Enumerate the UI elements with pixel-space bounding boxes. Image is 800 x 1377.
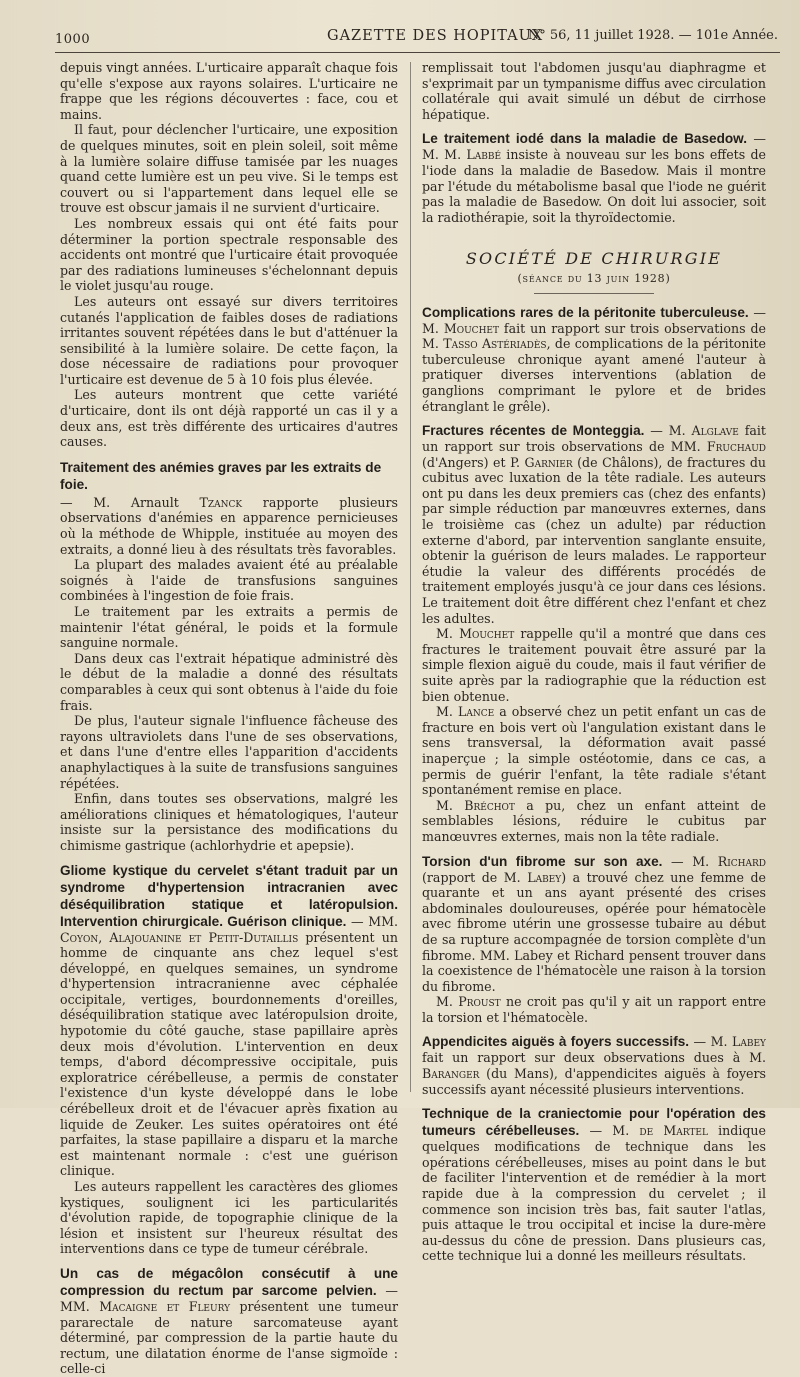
paragraph: Il faut, pour déclencher l'urticaire, une exposition de quelques minutes, soit en plein soleil, soit même à la lumière solaire diffuse tamisée par les nuages quand cette lumière est un peu vive. Si le temps est couvert ou si l'appartement dans lequel elle se trouve est obscur jamais il ne survient d'urticaire. [60, 122, 398, 216]
author-names: Macaigne et Fleury [99, 1298, 231, 1314]
column-divider [410, 62, 411, 1092]
text: fait un rapport sur deux observations dues à M. [422, 1050, 766, 1066]
text: ne croit pas qu'il y ait un rapport entre la torsion et l'hématocèle. [422, 994, 766, 1025]
text: (du Mans), d'appendicites aiguës à foyers successifs ayant nécessité plusieurs interventions. [422, 1066, 766, 1097]
section-title-peritonite: Complications rares de la péritonite tuberculeuse. [422, 304, 749, 320]
paragraph: La plupart des malades avaient été au préalable soignés à l'aide de transfusions sanguines combinées à l'ingestion de foie frais. [60, 557, 398, 604]
section-title-monteggia: Fractures récentes de Monteggia. [422, 423, 645, 439]
left-column [60, 60, 398, 1377]
text: présentent une tumeur pararectale de nature sarcomateuse ayant déterminé, par compression de la partie haute du rectum, une dilatation énorme de l'anse sigmoïde : celle-ci [60, 1298, 398, 1377]
paragraph [60, 1265, 398, 1377]
text: — M. [422, 304, 766, 336]
author-name: Garnier [524, 454, 573, 470]
text: — M. M. [422, 131, 766, 163]
author-name: Alglave [691, 423, 739, 439]
section-title-anemies: Traitement des anémies graves par les extraits de foie. [60, 459, 382, 492]
paragraph: De plus, l'auteur signale l'influence fâcheuse des rayons ultraviolets dans l'une de ses observations, et dans l'une d'entre elles l'apparition d'accidents anaphylactiques à la suite de transfusions sanguines répétées. [60, 713, 398, 791]
section-rule [534, 293, 654, 294]
text: (rapport de M. [422, 869, 528, 885]
author-name: Labbé [466, 147, 502, 163]
paragraph [422, 422, 766, 626]
text: fait un rapport sur trois observations de MM. [422, 423, 766, 455]
text: — M. [579, 1123, 640, 1139]
section-title-fibrome: Torsion d'un fibrome sur son axe. [422, 853, 663, 869]
publication-title: GAZETTE DES HOPITAUX [327, 28, 544, 44]
text: — MM. [346, 913, 398, 929]
text: M. [436, 704, 458, 720]
paragraph [422, 130, 766, 225]
author-name: Baranger [422, 1066, 480, 1082]
society-heading: SOCIÉTÉ DE CHIRURGIE [465, 249, 723, 269]
section-title-appendicites: Appendicites aiguës à foyers successifs. [422, 1034, 690, 1050]
text: (d'Angers) et P. [422, 454, 525, 470]
issue-info: N° 56, 11 juillet 1928. — 101e Année. [527, 28, 778, 43]
text: indique quelques modifications de technique dans les opérations cérébelleuses, mises au point dans le but de faciliter l'intervention et de remédier à la mort rapide due à la compression du cervelet ; il commence son incision très bas, fait sauter l'atlas, puis attaque le trou occipital et incise la dure-mère au-dessus du cône de pression. Dans plusieurs cas, cette technique lui a donné les meilleurs résultats. [422, 1123, 766, 1264]
paragraph [422, 1105, 766, 1264]
author-name: Lance [457, 704, 495, 720]
text: (de Châlons), de fractures du cubitus avec luxation de la tête radiale. Les auteurs ont pu dans les deux premiers cas (chez des enfants) par simple réduction par manœuvres externes, dans le troisième cas (chez un adulte) par réduction externe d'abord, par intervention sanglante ensuite, obtenir la guérison de leurs malades. Le rapporteur étudie la valeur des différents procédés de traitement employés jusqu'à ce jour dans ces lésions. Le traitement doit être différent chez l'enfant et chez les adultes. [422, 454, 766, 626]
text: — M. [644, 423, 692, 439]
paragraph [60, 862, 398, 1180]
author-name: Mouchet [459, 626, 515, 642]
text: M. [436, 994, 459, 1010]
paragraph [422, 704, 766, 798]
paragraph: remplissait tout l'abdomen jusqu'au diaphragme et s'exprimait par un tympanisme diffus avec circulation collatérale qui avait simulé un début de cirrhose hépatique. [422, 60, 766, 122]
text: — M. Arnault [60, 494, 200, 510]
page-header [55, 22, 780, 53]
author-name: Tzanck [199, 494, 243, 510]
text: — M. [662, 853, 718, 869]
author-name: Proust [458, 994, 501, 1010]
text: ) a trouvé chez une femme de quarante et un ans ayant présenté des crises abdominales douloureuses, opérée pour hématocèle avec fibrome utérin une grossesse tubaire au début de sa rupture accompagnée de torsion complète d'un fibrome. MM. Labey et Richard pensent trouver dans la coexistence de l'hématocèle une raison à la torsion du fibrome. [422, 869, 766, 994]
text: a observé chez un petit enfant un cas de fracture en bois vert où l'angulation existant dans le sens transversal, la déformation avait passé inaperçue ; la simple ostéotomie, dans ce cas, a permis de guérir l'enfant, la tête radiale s'étant spontanément remise en place. [422, 704, 766, 798]
paragraph: Le traitement par les extraits a permis de maintenir l'état général, le poids et la formule sanguine normale. [60, 604, 398, 651]
paragraph: Les auteurs montrent que cette variété d'urticaire, dont ils ont déjà rapporté un cas il y a deux ans, est très différente des urticaires d'autres causes. [60, 387, 398, 450]
author-name: Fruchaud [706, 439, 766, 455]
author-name: de Martel [639, 1123, 708, 1139]
text: M. [436, 626, 460, 642]
text: — M. [689, 1034, 732, 1050]
page-number: 1000 [55, 32, 91, 47]
author-name: Labey [527, 869, 562, 885]
paragraph: Les auteurs rappellent les caractères des gliomes kystiques, soulignent ici les particularités d'évolution rapide, de topographie clinique de la lésion et insistent sur l'heureux résultat des interventions dans ce type de tumeur cérébrale. [60, 1179, 398, 1257]
section-title-gliome: Gliome kystique du cervelet s'étant traduit par un syndrome d'hypertension intracranien avec déséquilibration statique et latéropulsion. Intervention chirurgicale. Guérison clinique. [60, 862, 398, 929]
text: rappelle qu'il a montré que dans ces fractures le traitement pouvait être assuré par la simple flexion aiguë du coude, mais il faut vérifier de suite après par la radiographie que la réduction est bien obtenue. [422, 626, 767, 704]
text: , de complications de la péritonite tuberculeuse chronique ayant amené l'auteur à pratiquer diverses interventions (ablation de ganglions comprimant le pylore et de brides étranglant le grêle). [422, 336, 766, 414]
author-name: Richard [717, 853, 766, 869]
text: présentent un homme de cinquante ans chez lequel s'est développé, en quelques semaines, un syndrome d'hypertension intracranienne avec céphalée occipitale, vertiges, bourdonnements d'oreilles, déséquilibration statique avec latéropulsion droite, hypotomie du côté gauche, stase papillaire après deux mois d'évolution. L'intervention en deux temps, d'abord décompressive occipitale, puis exploratrice cérébelleuse, a permis de constater l'existence d'un kyste développé dans le lobe cérébelleux droit et de l'évacuer après fixation au liquide de Zeuker. Les suites opératoires ont été parfaites, la stase papillaire a disparu et la marche est maintenant normale : c'est une guérison clinique. [60, 929, 398, 1179]
paragraph: Les nombreux essais qui ont été faits pour déterminer la portion spectrale responsable des accidents ont montré que l'urticaire était provoquée par des radiations lumineuses s'échelonnant depuis le violet jusqu'au rouge. [60, 215, 398, 294]
text: insiste à nouveau sur les bons effets de l'iode dans la maladie de Basedow. Mais il montre par l'étude du métabolisme basal que l'iode ne guérit pas la maladie de Basedow. On doit lui associer, soit la radiothérapie, soit la thyroïdectomie. [422, 147, 766, 225]
section-title-megacolon: Un cas de mégacôlon consécutif à une compression du rectum par sarcome pelvien. [60, 1265, 398, 1298]
right-column [422, 60, 766, 1264]
paragraph [422, 304, 766, 415]
author-name: Bréchot [464, 797, 515, 813]
text: a pu, chez un enfant atteint de semblables lésions, réduire le cubitus par manœuvres externes, mais non la tête radiale. [422, 797, 766, 844]
author-name: Labey [732, 1034, 766, 1050]
author-names: Coyon, Alajouanine et Petit-Dutaillis [60, 929, 299, 945]
section-title-craniectomie: Technique de la craniectomie pour l'opération des tumeurs cérébelleuses. [422, 1106, 766, 1139]
text: fait un rapport sur trois observations de M. [422, 320, 766, 352]
paragraph [60, 495, 398, 557]
paragraph: Les auteurs ont essayé sur divers territoires cutanés l'application de faibles doses de radiations irritantes souvent répétées dans le but d'atténuer la sensibilité à la lumière solaire. De cette façon, la dose nécessaire de radiations pour provoquer l'urticaire est devenue de 5 à 10 fois plus élevée. [60, 293, 398, 387]
text: M. [436, 797, 465, 813]
paragraph [422, 1033, 766, 1097]
paragraph: Dans deux cas l'extrait hépatique administré dès le début de la maladie a donné des résultats comparables à ceux qui sont obtenus à l'aide du foie frais. [60, 650, 398, 713]
paragraph [422, 994, 766, 1025]
paragraph: depuis vingt années. L'urticaire apparaît chaque fois qu'elle s'expose aux rayons solaires. L'urticaire ne frappe que les régions découvertes : face, cou et mains. [60, 60, 398, 122]
section-title-basedow: Le traitement iodé dans la maladie de Basedow. [422, 131, 748, 147]
paragraph [422, 626, 766, 704]
session-date: (séance du 13 juin 1928) [517, 271, 671, 285]
text: — MM. [60, 1282, 398, 1314]
author-name: Mouchet [443, 320, 499, 336]
text: rapporte plusieurs observations d'anémies en apparence pernicieuses où la méthode de Whipple, instituée au moyen des extraits, a donné lieu à des résultats très favorables. [60, 494, 398, 557]
author-name: Tasso Astériadès [443, 336, 547, 352]
paragraph [422, 853, 766, 995]
paragraph: Enfin, dans toutes ses observations, malgré les améliorations cliniques et hématologiques, l'auteur insiste sur la persistance des modifications du chimisme gastrique (achlorhydrie et apepsie). [60, 791, 398, 853]
paragraph [422, 798, 766, 845]
